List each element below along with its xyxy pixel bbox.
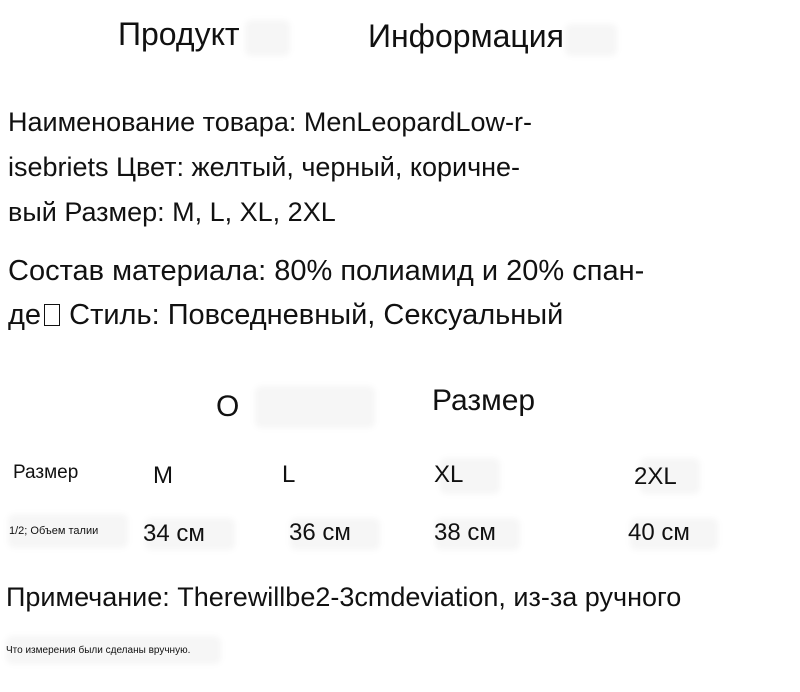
composition-line-1: Состав материала: 80% полиамид и 20% спан- — [8, 255, 645, 287]
size-section-right-title: Размер — [432, 384, 536, 417]
header-info-title: Информация — [368, 18, 564, 54]
row-header-waist: 1/2; Объем талии — [9, 525, 99, 537]
composition-line-2 — [8, 293, 563, 338]
waist-cell: 38 см — [434, 519, 496, 546]
header-product-title: Продукт — [118, 16, 240, 52]
size-cell: XL — [434, 461, 464, 488]
waist-cell: 34 см — [143, 520, 205, 547]
note-line-2: Что измерения были сделаны вручную. — [6, 645, 191, 656]
style-text: Стиль: Повседневный, Сексуальный — [61, 299, 564, 331]
background-smudge — [255, 386, 375, 428]
composition-word-fragment: де — [8, 299, 42, 331]
size-section-left-title: О — [216, 390, 240, 423]
missing-glyph-box — [44, 304, 60, 326]
description-line-2: isebriets Цвет: желтый, черный, коричне- — [8, 152, 521, 182]
note-line-1: Примечание: Therewillbe2-3cmdeviation, из-за ручного — [6, 582, 682, 612]
background-smudge — [245, 20, 290, 56]
size-cell: 2XL — [634, 463, 677, 490]
row-header-size: Размер — [13, 462, 79, 483]
size-cell: L — [282, 461, 296, 488]
description-line-3: вый Размер: M, L, XL, 2XL — [8, 197, 336, 227]
size-cell: M — [153, 462, 173, 489]
description-line-1: Наименование товара: MenLeopardLow-r- — [8, 107, 532, 137]
waist-cell: 40 см — [628, 519, 690, 546]
background-smudge — [565, 24, 617, 56]
waist-cell: 36 см — [289, 519, 351, 546]
